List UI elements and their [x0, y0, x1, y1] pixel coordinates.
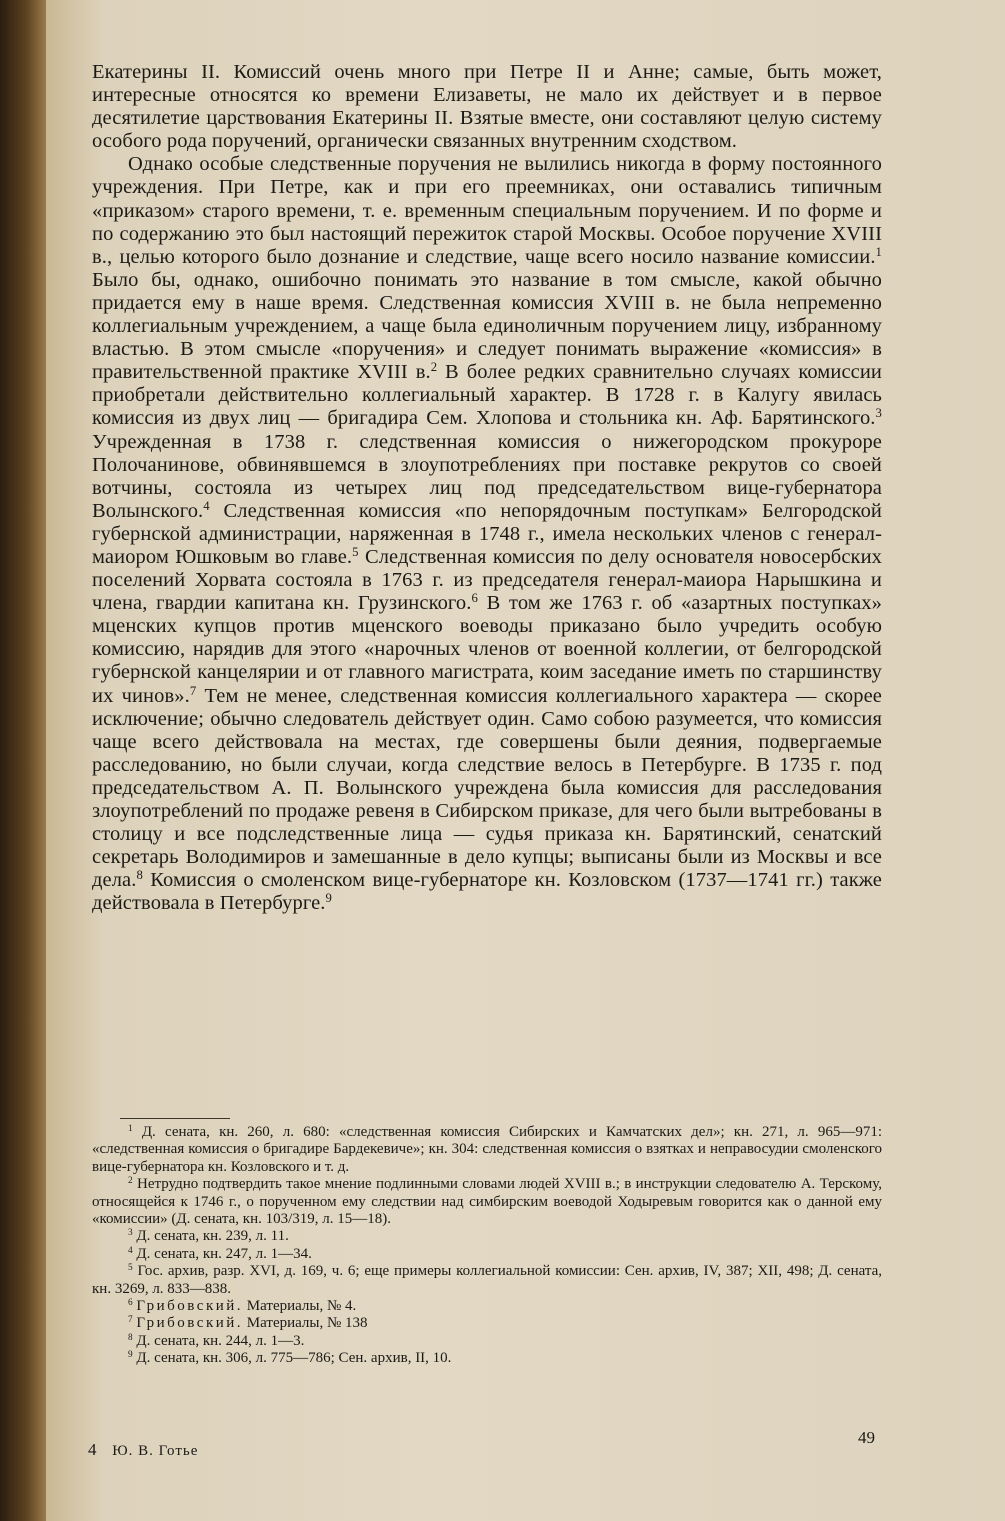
paragraph-continued — [92, 61, 882, 153]
footnote-ref: 1 — [875, 244, 882, 259]
footnote-9: $^9$ Д. сената, кн. 306, л. 775—786; Сен. архив, II, 10. — [128, 1350, 452, 1367]
footnote-ref: 4 — [203, 498, 210, 513]
footnote-ref: 9 — [325, 891, 332, 906]
footnote-ref: 8 — [136, 868, 143, 883]
paragraph-text: Следственная комиссия по делу основателя новосербских поселений Хорвата состояла в 1763 г. из председателя генерал-маиора Нарышкина и члена, гвардии капитана кн. Грузинского. — [92, 545, 883, 615]
paragraph-text: Однако особые следственные поручения не вылились никогда в форму постоянного учреждения. При Петре, как и при его преемниках, они оставались типичным «приказом» старого времени, т. е. временным специальным поручением. И по форме и по содержанию это был настоящий пережиток старой Москвы. Особое поручение XVIII в., целью которого было дознание и следствие, чаще всего носило название комиссии. — [92, 153, 882, 268]
printer-signature — [88, 1440, 198, 1460]
paragraph-text: Следственная комиссия «по непорядочным поступкам» Белгородской губернской администрации, наряженная в 1748 г., имела нескольких членов с генерал-маиором Юшковым во главе. — [92, 499, 882, 568]
footnote-author: Грибовский. — [136, 1315, 244, 1332]
paragraph-text: В более редких сравнительно случаях комиссии приобретали действительно коллегиальный характер. В 1728 г. в Калугу явилась комиссия из двух лиц — бригадира Сем. Хлопова и стольника кн. Аф. Барятинского. — [92, 361, 882, 430]
footnote-2: $^2$ Нетрудно подтвердить такое мнение подлинными словами людей XVIII в.; в инструкции следователю А. Терскому, относящейся к 1746 г., о порученном ему следствии над симбирским воеводой Ходыревым говорится как о данной ему «комиссии» (Д. сената, кн. 103/319, л. 15—18). — [92, 1176, 883, 1228]
page-number: 49 — [858, 1428, 875, 1447]
footnote-ref: 3 — [875, 406, 882, 421]
footnote-1: $^1$ Д. сената, кн. 260, л. 680: «следственная комиссия Сибирских и Камчатских дел»; кн. 271, л. 965—971: «следственная комиссия о бригадире Бардекевиче»; кн. 304: следственная комиссия о взятках и неправосудии смоленского вице-губернатора кн. Козловского и т. д. — [92, 1123, 882, 1175]
paragraph-text: Екатерины II. Комиссий очень много при Петре II и Анне; самые, быть может, интересные относятся ко времени Елизаветы, не мало их действует и в первое десятилетие царствования Екатерины II. Взятые вместе, они составляют целую систему особого рода поручений, органически связанных внутренним сходством. — [92, 61, 882, 153]
signature-number: 4 — [88, 1440, 98, 1459]
book-spine-shadow — [0, 0, 46, 1521]
footnote-8: $^8$ Д. сената, кн. 244, л. 1—3. — [128, 1332, 305, 1349]
footnote-4: $^4$ Д. сената, кн. 247, л. 1—34. — [128, 1245, 312, 1262]
footnote-6: $^6$ Грибовский. Материалы, № 4. — [128, 1297, 357, 1315]
footnote-ref: 7 — [189, 683, 197, 698]
footnote-5: $^5$ Гос. архив, разр. XVI, д. 169, ч. 6; еще примеры коллегиальной комиссии: Сен. архив, IV, 387; XII, 498; Д. сената, кн. 3269, л. 833—838. — [92, 1263, 883, 1297]
main-text — [92, 61, 882, 915]
footnote-3: $^3$ Д. сената, кн. 239, л. 11. — [128, 1228, 289, 1245]
footnote-rule — [120, 1118, 230, 1119]
footnote-ref: 2 — [430, 360, 438, 375]
paragraph-text: Учрежденная в 1738 г. следственная комиссия о нижегородском прокуроре Полочанинове, обвинявшемся в злоупотреблениях при поставке рекрутов со своей вотчины, состояла из четырех лиц под председательством вице-губернатора Волынского. — [92, 430, 882, 522]
footnote-ref: 5 — [352, 544, 359, 559]
paragraph-text: В том же 1763 г. об «азартных поступках» мценских купцов против мценского воеводы приказано было учредить особую комиссию, нарядив для этого «нарочных членов от военной коллегии, от белгородской губернской канцелярии и от главного магистрата, коим заседание иметь по старшинству их чинов». — [92, 592, 882, 707]
footnote-ref: 6 — [471, 591, 478, 606]
paragraph-text: Тем не менее, следственная комиссия коллегиального характера — скорее исключение; обычно следователь действует один. Само собою разумеется, что комиссия чаще всего действовала на местах, где совершены были деяния, подвергаемые расследованию, но были случаи, когда следствие велось в Петербурге. В 1735 г. под председательством А. П. Волынского учреждена была комиссия для расследования злоупотреблений по продаже ревеня в Сибирском приказе, для чего были вытребованы в столицу и все подследственные лица — судья приказа кн. Барятинский, сенатский секретарь Володимиров и замешанные в дело купцы; выписаны были из Москвы и все дела. — [92, 684, 882, 892]
paragraph-text: Было бы, однако, ошибочно понимать это название в том смысле, какой обычно придается ему в наше время. Следственная комиссия XVIII в. не была непременно коллегиальным учреждением, а чаще была единоличным поручением лицу, избранному властью. В этом смысле «поручения» и следует понимать выражение «комиссия» в правительственной практике XVIII в. — [92, 268, 882, 384]
footnotes — [92, 1124, 882, 1368]
paragraph-commissions — [92, 153, 882, 915]
footnote-7: $^7$ Грибовский. Материалы, № 138 — [128, 1315, 368, 1332]
paragraph-text: Комиссия о смоленском вице-губернаторе кн. Козловском (1737—1741 гг.) также действовала в Петербурге. — [92, 869, 882, 915]
footnote-author: Грибовский. — [136, 1298, 244, 1315]
signature-author: Ю. В. Готье — [112, 1443, 199, 1459]
